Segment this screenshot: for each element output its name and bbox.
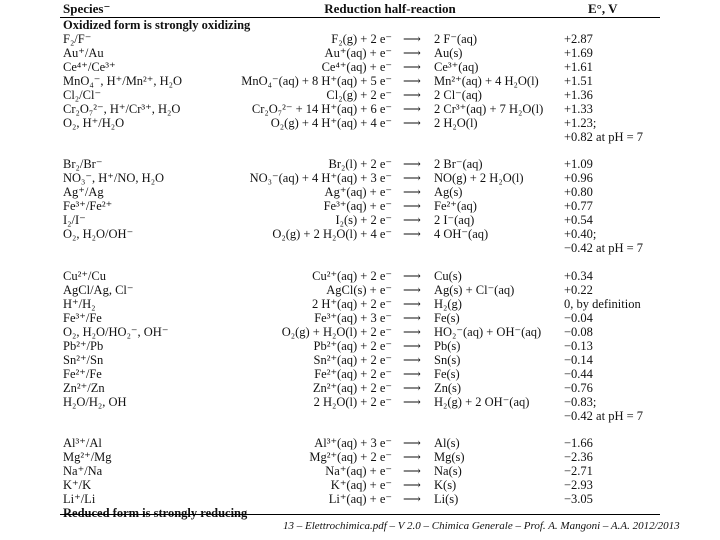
table-row (60, 339, 660, 353)
table-row (60, 60, 660, 74)
reaction-arrow-icon: ⟶ (403, 463, 421, 478)
half-reaction (220, 88, 560, 102)
reaction-cell (220, 185, 560, 199)
species-cell: Li⁺/Li (63, 491, 96, 506)
reactants: Fe²⁺(aq) + 2 e⁻ (314, 366, 392, 381)
table-row (60, 32, 660, 46)
products: Ag(s) (434, 185, 463, 200)
section-heading: Reduced form is strongly reducing (63, 505, 248, 520)
species-cell: O₂, H₂O/OH⁻ (63, 227, 134, 242)
half-reaction (220, 116, 560, 130)
products: 2 I⁻(aq) (434, 213, 475, 228)
products: Fe(s) (434, 366, 460, 381)
products: Li(s) (434, 491, 459, 506)
products: Na(s) (434, 463, 462, 478)
group-spacer (60, 144, 660, 157)
table-row (60, 171, 660, 185)
species-cell: I₂/I⁻ (63, 213, 86, 228)
species-cell: Cu²⁺/Cu (63, 268, 106, 283)
reaction-cell (220, 60, 560, 74)
table-row (60, 297, 660, 311)
half-reaction (220, 283, 560, 297)
reaction-arrow-icon: ⟶ (403, 380, 421, 395)
species-cell: Fe³⁺/Fe (63, 310, 102, 325)
empty-cell (220, 241, 560, 255)
half-reaction (220, 185, 560, 199)
reactants: NO₃⁻(aq) + 4 H⁺(aq) + 3 e⁻ (249, 171, 392, 186)
reaction-arrow-icon: ⟶ (403, 338, 421, 353)
reaction-arrow-icon: ⟶ (403, 268, 421, 283)
products: Au(s) (434, 46, 463, 60)
table-row (60, 478, 660, 492)
reaction-arrow-icon: ⟶ (403, 324, 421, 339)
half-reaction (220, 199, 560, 213)
table-row (60, 88, 660, 102)
half-reaction (220, 213, 560, 227)
potential-cell: +0.77 (564, 199, 593, 214)
table-row (60, 102, 660, 116)
empty-cell (220, 409, 560, 423)
spacer-cell (60, 255, 660, 268)
reaction-cell (220, 102, 560, 116)
products: Zn(s) (434, 380, 462, 395)
potential-cell: +1.69 (564, 46, 593, 60)
half-reaction (220, 339, 560, 353)
species-cell: O₂, H⁺/H₂O (63, 116, 125, 130)
products: HO₂⁻(aq) + OH⁻(aq) (434, 324, 542, 339)
reaction-cell (220, 353, 560, 367)
half-reaction (220, 395, 560, 409)
potential-cell: +2.87 (564, 32, 593, 46)
group-spacer (60, 255, 660, 268)
products: 2 Cl⁻(aq) (434, 88, 482, 102)
reaction-cell (220, 88, 560, 102)
species-cell: H₂O/H₂, OH (63, 394, 127, 409)
potential-cell: −0.04 (564, 310, 593, 325)
products: Fe(s) (434, 310, 460, 325)
products: H₂(g) (434, 296, 462, 311)
table-row (60, 450, 660, 464)
products: Cu(s) (434, 268, 462, 283)
products: Ag(s) + Cl⁻(aq) (434, 282, 515, 297)
header-species: Species⁻ (60, 0, 220, 18)
reaction-arrow-icon: ⟶ (403, 394, 421, 409)
reaction-cell (220, 464, 560, 478)
potential-cell: −2.71 (564, 463, 593, 478)
spacer-cell (60, 423, 660, 436)
reactants: Ag⁺(aq) + e⁻ (324, 185, 392, 200)
products: K(s) (434, 477, 457, 492)
reactants: Cr₂O₇²⁻ + 14 H⁺(aq) + 6 e⁻ (251, 102, 392, 116)
half-reaction (220, 464, 560, 478)
half-reaction (220, 325, 560, 339)
half-reaction (220, 102, 560, 116)
products: Fe²⁺(aq) (434, 199, 477, 214)
reaction-cell (220, 339, 560, 353)
species-cell: Mg²⁺/Mg (63, 449, 112, 464)
reactants: Sn²⁺(aq) + 2 e⁻ (313, 352, 392, 367)
species-cell: K⁺/K (63, 477, 92, 492)
potential-cell: +1.61 (564, 60, 593, 74)
products: 2 F⁻(aq) (434, 32, 478, 46)
ph-note: −0.42 at pH = 7 (564, 408, 644, 423)
ph-note-row (60, 409, 660, 423)
potential-cell: −2.36 (564, 449, 593, 464)
species-cell: Na⁺/Na (63, 463, 103, 478)
species-cell: Ce⁴⁺/Ce³⁺ (63, 60, 116, 74)
reaction-cell (220, 213, 560, 227)
products: H₂(g) + 2 OH⁻(aq) (434, 394, 530, 409)
reaction-cell (220, 297, 560, 311)
products: 2 H₂O(l) (434, 116, 478, 130)
reactants: Br₂(l) + 2 e⁻ (328, 157, 392, 172)
reactants: Fe³⁺(aq) + 3 e⁻ (314, 310, 392, 325)
potential-cell: −0.44 (564, 366, 593, 381)
reaction-cell (220, 450, 560, 464)
empty-cell (60, 130, 220, 144)
reactants: F₂(g) + 2 e⁻ (331, 32, 392, 46)
half-reaction (220, 157, 560, 171)
table-row (60, 436, 660, 450)
table-row (60, 199, 660, 213)
species-cell: Fe³⁺/Fe²⁺ (63, 199, 113, 214)
species-cell: F₂/F⁻ (63, 32, 92, 46)
reactants: O₂(g) + 2 H₂O(l) + 4 e⁻ (272, 227, 392, 242)
empty-cell (220, 130, 560, 144)
potential-cell: −0.76 (564, 380, 593, 395)
section-heading-row (60, 506, 660, 520)
header-reaction: Reduction half-reaction (220, 0, 560, 18)
half-reaction (220, 46, 560, 60)
reaction-arrow-icon: ⟶ (403, 352, 421, 367)
reaction-arrow-icon: ⟶ (403, 491, 421, 506)
species-cell: Fe²⁺/Fe (63, 366, 102, 381)
species-cell: MnO₄⁻, H⁺/Mn²⁺, H₂O (63, 74, 183, 88)
potential-cell: 0, by definition (564, 296, 641, 311)
reaction-arrow-icon: ⟶ (403, 310, 421, 325)
reaction-cell (220, 157, 560, 171)
half-reaction (220, 60, 560, 74)
reaction-cell (220, 227, 560, 241)
table-row (60, 157, 660, 171)
half-reaction (220, 171, 560, 185)
reactants: Zn²⁺(aq) + 2 e⁻ (312, 380, 392, 395)
potential-cell: +1.51 (564, 74, 593, 88)
potential-cell: −0.14 (564, 352, 593, 367)
species-cell: AgCl/Ag, Cl⁻ (63, 282, 134, 297)
reaction-arrow-icon: ⟶ (403, 74, 421, 88)
potential-cell: +1.33 (564, 102, 593, 116)
reaction-cell (220, 269, 560, 283)
table-header (60, 0, 660, 18)
species-cell: H⁺/H₂ (63, 296, 96, 311)
species-cell: Au⁺/Au (63, 46, 104, 60)
products: Pb(s) (434, 338, 461, 353)
table-row (60, 381, 660, 395)
table-row (60, 311, 660, 325)
products: Mn²⁺(aq) + 4 H₂O(l) (434, 74, 539, 88)
products: 2 Br⁻(aq) (434, 157, 483, 172)
half-reaction (220, 227, 560, 241)
reaction-arrow-icon: ⟶ (403, 88, 421, 102)
reaction-arrow-icon: ⟶ (403, 366, 421, 381)
reaction-arrow-icon: ⟶ (403, 116, 421, 130)
ph-note: −0.42 at pH = 7 (564, 241, 644, 256)
table-row (60, 213, 660, 227)
table-row (60, 464, 660, 478)
reaction-arrow-icon: ⟶ (403, 32, 421, 46)
species-cell: Cr₂O₇²⁻, H⁺/Cr³⁺, H₂O (63, 102, 181, 116)
reaction-cell (220, 395, 560, 409)
reactants: Pb²⁺(aq) + 2 e⁻ (313, 338, 392, 353)
reaction-arrow-icon: ⟶ (403, 60, 421, 74)
table-row (60, 395, 660, 409)
potential-cell: −1.66 (564, 435, 593, 450)
table-row (60, 46, 660, 60)
products: Sn(s) (434, 352, 461, 367)
species-cell: Zn²⁺/Zn (63, 380, 105, 395)
species-cell: Pb²⁺/Pb (63, 338, 104, 353)
reactants: 2 H⁺(aq) + 2 e⁻ (312, 296, 392, 311)
species-cell: O₂, H₂O/HO₂⁻, OH⁻ (63, 324, 169, 339)
reactants: MnO₄⁻(aq) + 8 H⁺(aq) + 5 e⁻ (241, 74, 392, 88)
header-row (60, 0, 660, 18)
table-row (60, 353, 660, 367)
half-reaction (220, 381, 560, 395)
half-reaction (220, 32, 560, 46)
half-reaction (220, 269, 560, 283)
products: 2 Cr³⁺(aq) + 7 H₂O(l) (434, 102, 544, 116)
header-potential: E°, V (560, 0, 660, 18)
reaction-cell (220, 116, 560, 130)
reactants: Al³⁺(aq) + 3 e⁻ (314, 435, 392, 450)
potential-cell: +0.80 (564, 185, 593, 200)
potential-cell: −0.08 (564, 324, 593, 339)
ph-note-row (60, 241, 660, 255)
reaction-cell (220, 367, 560, 381)
spacer-cell (60, 144, 660, 157)
potential-cell: +1.23; (564, 116, 597, 130)
reaction-arrow-icon: ⟶ (403, 282, 421, 297)
potential-cell: +0.34 (564, 268, 593, 283)
reaction-arrow-icon: ⟶ (403, 477, 421, 492)
table-row (60, 367, 660, 381)
products: NO(g) + 2 H₂O(l) (434, 171, 524, 186)
table-row (60, 325, 660, 339)
reactants: K⁺(aq) + e⁻ (330, 477, 392, 492)
reactants: Cu²⁺(aq) + 2 e⁻ (312, 268, 392, 283)
reaction-arrow-icon: ⟶ (403, 171, 421, 186)
ph-note: +0.82 at pH = 7 (564, 130, 644, 144)
potential-cell: +0.96 (564, 171, 593, 186)
potential-cell: +0.22 (564, 282, 593, 297)
potential-cell: −0.83; (564, 394, 597, 409)
reaction-cell (220, 478, 560, 492)
potential-cell: −3.05 (564, 491, 593, 506)
half-reaction (220, 450, 560, 464)
reaction-cell (220, 381, 560, 395)
half-reaction (220, 74, 560, 88)
reduction-potentials-table (60, 0, 660, 520)
empty-cell (60, 409, 220, 423)
reaction-arrow-icon: ⟶ (403, 199, 421, 214)
ph-note-row (60, 130, 660, 144)
reactants: Li⁺(aq) + e⁻ (328, 491, 392, 506)
reaction-cell (220, 199, 560, 213)
products: Ce³⁺(aq) (434, 60, 479, 74)
reaction-arrow-icon: ⟶ (403, 435, 421, 450)
reaction-cell (220, 492, 560, 506)
reaction-arrow-icon: ⟶ (403, 102, 421, 116)
species-cell: Al³⁺/Al (63, 435, 102, 450)
half-reaction (220, 311, 560, 325)
potential-cell: −0.13 (564, 338, 593, 353)
reaction-cell (220, 436, 560, 450)
reactants: Mg²⁺(aq) + 2 e⁻ (309, 449, 392, 464)
reactants: Na⁺(aq) + e⁻ (325, 463, 392, 478)
reactants: Cl₂(g) + 2 e⁻ (326, 88, 392, 102)
reactants: Fe³⁺(aq) + e⁻ (323, 199, 392, 214)
reaction-cell (220, 325, 560, 339)
reaction-arrow-icon: ⟶ (403, 157, 421, 172)
reactants: Ce⁴⁺(aq) + e⁻ (321, 60, 392, 74)
half-reaction (220, 436, 560, 450)
table-row (60, 227, 660, 241)
species-cell: Cl₂/Cl⁻ (63, 88, 102, 102)
reactants: 2 H₂O(l) + 2 e⁻ (313, 394, 392, 409)
products: Al(s) (434, 435, 460, 450)
reaction-cell (220, 311, 560, 325)
table-row (60, 116, 660, 130)
potential-cell: +1.36 (564, 88, 593, 102)
footer-divider (60, 514, 660, 515)
potential-cell: +0.40; (564, 227, 597, 242)
table-row (60, 269, 660, 283)
reaction-arrow-icon: ⟶ (403, 296, 421, 311)
reactants: O₂(g) + 4 H⁺(aq) + 4 e⁻ (270, 116, 392, 130)
table-row (60, 283, 660, 297)
reactants: Au⁺(aq) + e⁻ (324, 46, 392, 60)
reaction-arrow-icon: ⟶ (403, 185, 421, 200)
half-reaction (220, 492, 560, 506)
half-reaction (220, 297, 560, 311)
species-cell: Br₂/Br⁻ (63, 157, 103, 172)
reaction-arrow-icon: ⟶ (403, 46, 421, 60)
reaction-cell (220, 74, 560, 88)
reactants: I₂(s) + 2 e⁻ (335, 213, 392, 228)
species-cell: Sn²⁺/Sn (63, 352, 104, 367)
reaction-cell (220, 32, 560, 46)
potential-cell: −2.93 (564, 477, 593, 492)
empty-cell (60, 241, 220, 255)
table-row (60, 185, 660, 199)
reaction-cell (220, 283, 560, 297)
potential-cell: +0.54 (564, 213, 593, 228)
section-heading-row (60, 18, 660, 33)
reaction-arrow-icon: ⟶ (403, 449, 421, 464)
reaction-cell (220, 46, 560, 60)
half-reaction (220, 367, 560, 381)
species-cell: NO₃⁻, H⁺/NO, H₂O (63, 171, 165, 186)
group-spacer (60, 423, 660, 436)
products: Mg(s) (434, 449, 465, 464)
page-footer: 13 – Elettrochimica.pdf – V 2.0 – Chimica Generale – Prof. A. Mangoni – A.A. 2012/2013 (283, 520, 680, 532)
table-body (60, 18, 660, 520)
species-cell: Ag⁺/Ag (63, 185, 104, 200)
table-row (60, 74, 660, 88)
reaction-cell (220, 171, 560, 185)
potential-cell: +1.09 (564, 157, 593, 172)
section-heading: Oxidized form is strongly oxidizing (63, 18, 251, 32)
half-reaction (220, 353, 560, 367)
reaction-arrow-icon: ⟶ (403, 213, 421, 228)
table-row (60, 492, 660, 506)
reaction-arrow-icon: ⟶ (403, 227, 421, 242)
reactants: O₂(g) + H₂O(l) + 2 e⁻ (281, 324, 392, 339)
half-reaction (220, 478, 560, 492)
products: 4 OH⁻(aq) (434, 227, 489, 242)
reactants: AgCl(s) + e⁻ (326, 282, 392, 297)
